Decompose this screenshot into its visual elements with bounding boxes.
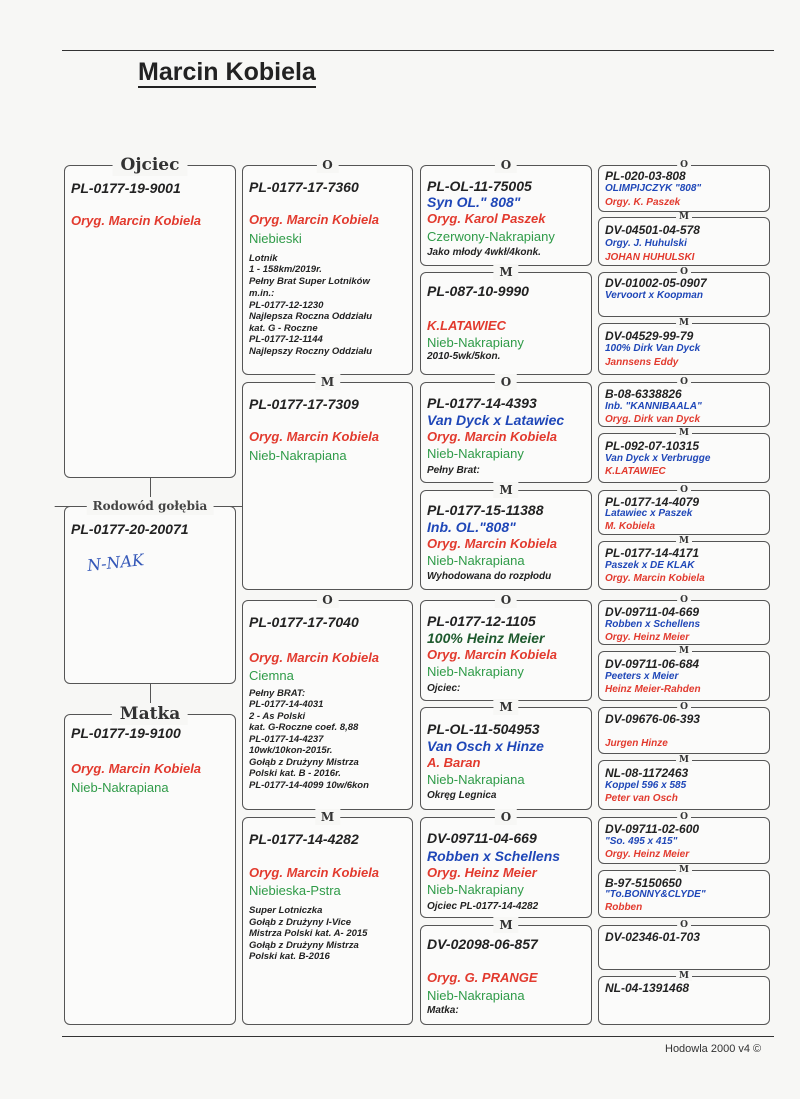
gen4-ring: DV-04501-04-578 xyxy=(605,223,700,237)
page-title: Marcin Kobiela xyxy=(138,58,316,86)
gen4-ring: DV-09676-06-393 xyxy=(605,712,700,726)
dam-label: M xyxy=(493,917,518,933)
sire-label: O xyxy=(495,809,517,825)
mother-color: Nieb-Nakrapiana xyxy=(71,780,169,795)
gen4-name: Peeters x Meier xyxy=(605,671,679,682)
gen2-ff-breeder: Oryg. Marcin Kobiela xyxy=(249,212,380,227)
sire-label: O xyxy=(677,485,691,495)
gen3-note: Ojciec: xyxy=(427,683,461,694)
gen2-mf-breeder: Oryg. Marcin Kobiela xyxy=(249,650,380,665)
gen2-ff-note: kat. G - Roczne xyxy=(249,323,318,334)
gen2-ff-note: PL-0177-12-1230 xyxy=(249,300,324,311)
gen4-name: Van Dyck x Verbrugge xyxy=(605,453,711,464)
sire-label: O xyxy=(677,702,691,712)
gen4-box-3 xyxy=(598,267,770,317)
gen4-ring: B-08-6338826 xyxy=(605,387,682,401)
gen2-mm-note: Mistrza Polski kat. A- 2015 xyxy=(249,928,368,939)
dam-label: M xyxy=(493,699,518,715)
gen3-note: Okręg Legnica xyxy=(427,790,497,801)
dam-label: M xyxy=(315,374,340,390)
gen4-box-1 xyxy=(598,160,770,212)
sire-label: O xyxy=(316,592,338,608)
dam-label: M xyxy=(676,212,692,222)
gen2-mf-note: Polski kat. B - 2016r. xyxy=(249,768,341,779)
gen2-mf-ring: PL-0177-17-7040 xyxy=(249,614,359,630)
gen2-mf-note: kat. G-Roczne coef. 8,88 xyxy=(249,722,359,733)
dam-label: M xyxy=(676,646,692,656)
gen4-ring: PL-0177-14-4171 xyxy=(605,546,700,560)
gen4-breeder: Robben xyxy=(605,902,643,913)
gen4-breeder: Oryg. Dirk van Dyck xyxy=(605,414,701,425)
gen4-name: Vervoort x Koopman xyxy=(605,290,703,301)
mother-box xyxy=(64,704,236,1025)
gen4-name: Latawiec x Paszek xyxy=(605,508,693,519)
gen2-mf-note: PL-0177-14-4031 xyxy=(249,699,324,710)
bottom-rule xyxy=(62,1036,774,1037)
gen4-ring: DV-09711-02-600 xyxy=(605,822,700,836)
gen2-mf-note: PL-0177-14-4237 xyxy=(249,734,324,745)
gen3-note: Matka: xyxy=(427,1005,459,1016)
gen3-breeder: Oryg. Karol Paszek xyxy=(427,211,546,226)
gen2-fm-ring: PL-0177-17-7309 xyxy=(249,396,359,412)
gen3-box-4 xyxy=(420,483,592,590)
gen2-mm-breeder: Oryg. Marcin Kobiela xyxy=(249,865,380,880)
sire-label: O xyxy=(677,160,691,170)
gen3-breeder: Oryg. Marcin Kobiela xyxy=(427,536,558,551)
gen3-color: Nieb-Nakrapiana xyxy=(427,988,525,1003)
gen4-box-2 xyxy=(598,212,770,266)
father-box xyxy=(64,155,236,478)
gen3-note: 2010-5wk/5kon. xyxy=(427,351,501,362)
gen3-name: Van Osch x Hinze xyxy=(427,738,544,754)
gen2-ff-note: Pełny Brat Super Lotników xyxy=(249,276,370,287)
gen4-ring: DV-09711-04-669 xyxy=(605,605,700,619)
gen4-box-12 xyxy=(598,755,770,810)
gen3-box-2 xyxy=(420,265,592,375)
gen3-breeder: Oryg. G. PRANGE xyxy=(427,970,538,985)
sire-label: O xyxy=(677,377,691,387)
gen4-name: Inb. "KANNIBAALA" xyxy=(605,401,702,412)
gen4-breeder: Heinz Meier-Rahden xyxy=(605,684,701,695)
gen4-breeder: K.LATAWIEC xyxy=(605,466,666,477)
gen3-color: Nieb-Nakrapiany xyxy=(427,335,524,350)
gen4-box-10 xyxy=(598,646,770,701)
gen3-note: Wyhodowana do rozpłodu xyxy=(427,571,552,582)
gen3-box-6 xyxy=(420,700,592,810)
father-breeder: Oryg. Marcin Kobiela xyxy=(71,213,202,228)
gen3-box-1 xyxy=(420,158,592,266)
gen2-mf-box xyxy=(242,593,413,810)
gen2-fm-color: Nieb-Nakrapiana xyxy=(249,448,347,463)
gen2-ff-note: Najlepszy Roczny Oddziału xyxy=(249,346,372,357)
gen4-ring: DV-02346-01-703 xyxy=(605,930,700,944)
gen4-box-11 xyxy=(598,702,770,754)
gen4-box-5 xyxy=(598,377,770,427)
gen4-name: Orgy. J. Huhulski xyxy=(605,238,687,249)
dam-label: M xyxy=(676,755,692,765)
gen4-name: Koppel 596 x 585 xyxy=(605,780,687,791)
father-ring: PL-0177-19-9001 xyxy=(71,180,181,196)
mother-label: Matka xyxy=(112,703,188,725)
gen4-breeder: Peter van Osch xyxy=(605,793,678,804)
gen3-color: Nieb-Nakrapiany xyxy=(427,882,524,897)
gen3-box-5 xyxy=(420,593,592,701)
gen3-color: Nieb-Nakrapiana xyxy=(427,553,525,568)
connector-top xyxy=(150,478,151,498)
gen3-box-8 xyxy=(420,918,592,1025)
gen4-ring: PL-0177-14-4079 xyxy=(605,495,700,509)
gen3-ring: PL-087-10-9990 xyxy=(427,283,529,299)
dam-label: M xyxy=(676,428,692,438)
gen3-breeder: Oryg. Marcin Kobiela xyxy=(427,429,558,444)
handwritten-note: N-NAK xyxy=(86,550,145,575)
gen4-breeder: JOHAN HUHULSKI xyxy=(605,252,695,263)
gen3-ring: DV-02098-06-857 xyxy=(427,936,538,952)
mother-ring: PL-0177-19-9100 xyxy=(71,725,181,741)
gen2-mm-note: Polski kat. B-2016 xyxy=(249,951,330,962)
gen3-ring: PL-OL-11-504953 xyxy=(427,721,540,737)
gen4-ring: B-97-5150650 xyxy=(605,876,682,890)
gen2-mf-note: 10wk/10kon-2015r. xyxy=(249,745,333,756)
gen3-breeder: A. Baran xyxy=(427,755,481,770)
gen4-breeder: Orgy. K. Paszek xyxy=(605,197,681,208)
gen4-ring: NL-04-1391468 xyxy=(605,981,690,995)
gen2-fm-box xyxy=(242,375,413,590)
gen2-ff-color: Niebieski xyxy=(249,231,302,246)
gen2-mm-note: Gołąb z Drużyny Mistrza xyxy=(249,940,359,951)
dam-label: M xyxy=(493,264,518,280)
gen3-color: Czerwony-Nakrapiany xyxy=(427,229,555,244)
gen3-note: Jako młody 4wkł/4konk. xyxy=(427,247,541,258)
gen2-mm-ring: PL-0177-14-4282 xyxy=(249,831,359,847)
gen3-name: Inb. OL."808" xyxy=(427,519,516,535)
gen3-name: Robben x Schellens xyxy=(427,848,561,864)
gen4-breeder: Orgy. Heinz Meier xyxy=(605,632,690,643)
gen2-mf-note: 2 - As Polski xyxy=(249,711,306,722)
gen3-note: Ojciec PL-0177-14-4282 xyxy=(427,901,539,912)
gen3-box-7 xyxy=(420,810,592,918)
gen4-ring: PL-020-03-808 xyxy=(605,169,686,183)
sire-label: O xyxy=(316,157,338,173)
gen2-ff-ring: PL-0177-17-7360 xyxy=(249,179,359,195)
gen2-mm-box xyxy=(242,810,413,1025)
gen2-mm-note: Gołąb z Drużyny I-Vice xyxy=(249,917,352,928)
gen3-color: Nieb-Nakrapiany xyxy=(427,664,524,679)
gen3-name: Van Dyck x Latawiec xyxy=(427,412,565,428)
gen3-breeder: K.LATAWIEC xyxy=(427,318,506,333)
gen2-ff-note: Lotnik xyxy=(249,253,278,264)
gen4-box-9 xyxy=(598,595,770,645)
gen3-ring: PL-OL-11-75005 xyxy=(427,178,532,194)
gen2-ff-box xyxy=(242,158,413,375)
gen4-breeder: Jurgen Hinze xyxy=(605,738,668,749)
gen3-note: Pełny Brat: xyxy=(427,465,480,476)
gen2-mm-note: Super Lotniczka xyxy=(249,905,323,916)
gen4-box-14 xyxy=(598,865,770,918)
father-label: Ojciec xyxy=(113,154,188,176)
gen4-box-16 xyxy=(598,971,770,1025)
gen4-name: OLIMPIJCZYK "808" xyxy=(605,183,702,194)
gen4-ring: DV-01002-05-0907 xyxy=(605,276,707,290)
gen2-ff-note: Najlepsza Roczna Oddziału xyxy=(249,311,372,322)
gen2-ff-note: PL-0177-12-1144 xyxy=(249,334,323,345)
gen2-mm-color: Niebieska-Pstra xyxy=(249,883,341,898)
dam-label: M xyxy=(676,536,692,546)
sire-label: O xyxy=(495,374,517,390)
dam-label: M xyxy=(315,809,340,825)
dam-label: M xyxy=(676,865,692,875)
gen3-color: Nieb-Nakrapiana xyxy=(427,772,525,787)
gen4-box-13 xyxy=(598,812,770,864)
gen2-fm-breeder: Oryg. Marcin Kobiela xyxy=(249,429,380,444)
gen3-color: Nieb-Nakrapiany xyxy=(427,446,524,461)
dam-label: M xyxy=(676,318,692,328)
gen4-name: Paszek x DE KLAK xyxy=(605,560,695,571)
subject-box xyxy=(64,499,236,684)
gen2-ff-note: m.in.: xyxy=(249,288,275,299)
gen4-ring: NL-08-1172463 xyxy=(605,766,689,780)
gen4-breeder: M. Kobiela xyxy=(605,521,656,532)
footer-text: Hodowla 2000 v4 © xyxy=(665,1043,762,1055)
dam-label: M xyxy=(493,482,518,498)
dam-label: M xyxy=(676,971,692,981)
sire-label: O xyxy=(677,595,691,605)
gen2-mf-color: Ciemna xyxy=(249,668,294,683)
gen3-ring: DV-09711-04-669 xyxy=(427,830,537,846)
sire-label: O xyxy=(677,920,691,930)
gen4-box-6 xyxy=(598,428,770,483)
gen3-breeder: Oryg. Heinz Meier xyxy=(427,865,537,880)
gen4-box-15 xyxy=(598,920,770,970)
gen4-breeder: Orgy. Marcin Kobiela xyxy=(605,573,705,584)
gen4-ring: PL-092-07-10315 xyxy=(605,439,700,453)
gen4-breeder: Orgy. Heinz Meier xyxy=(605,849,690,860)
gen4-breeder: Jannsens Eddy xyxy=(605,357,679,368)
sire-label: O xyxy=(677,267,691,277)
top-rule xyxy=(62,50,774,51)
gen4-box-7 xyxy=(598,485,770,535)
gen3-ring: PL-0177-14-4393 xyxy=(427,395,537,411)
gen4-name: "To.BONNY&CLYDE" xyxy=(605,889,706,900)
gen3-ring: PL-0177-12-1105 xyxy=(427,613,536,629)
gen4-ring: DV-09711-06-684 xyxy=(605,657,700,671)
gen3-box-3 xyxy=(420,375,592,483)
gen3-name: 100% Heinz Meier xyxy=(427,630,545,646)
gen4-name: 100% Dirk Van Dyck xyxy=(605,343,701,354)
gen2-mf-note: PL-0177-14-4099 10w/6kon xyxy=(249,780,369,791)
gen4-ring: DV-04529-99-79 xyxy=(605,329,694,343)
gen3-ring: PL-0177-15-11388 xyxy=(427,502,544,518)
subject-ring: PL-0177-20-20071 xyxy=(71,521,189,537)
sire-label: O xyxy=(495,592,517,608)
subject-label: Rodowód gołębia xyxy=(87,497,214,515)
gen4-box-4 xyxy=(598,318,770,375)
gen4-name: Robben x Schellens xyxy=(605,619,701,630)
gen2-mf-note: Pełny BRAT: xyxy=(249,688,306,699)
sire-label: O xyxy=(495,157,517,173)
gen2-mf-note: Gołąb z Drużyny Mistrza xyxy=(249,757,359,768)
gen2-ff-note: 1 - 158km/2019r. xyxy=(249,264,322,275)
gen4-name: "So. 495 x 415" xyxy=(605,836,678,847)
sire-label: O xyxy=(677,812,691,822)
gen4-box-8 xyxy=(598,536,770,590)
mother-breeder: Oryg. Marcin Kobiela xyxy=(71,761,202,776)
gen3-name: Syn OL." 808" xyxy=(427,194,521,210)
gen3-breeder: Oryg. Marcin Kobiela xyxy=(427,647,558,662)
